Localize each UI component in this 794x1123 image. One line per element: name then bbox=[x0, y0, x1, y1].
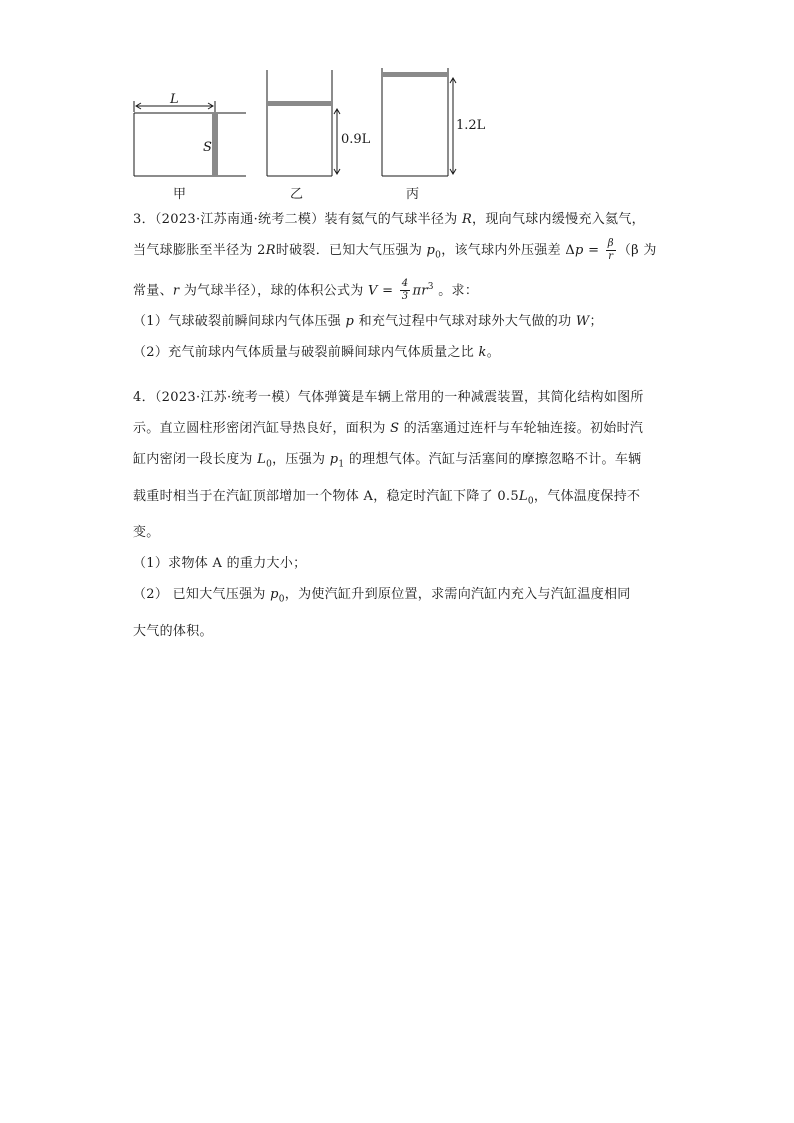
fraction-beta-over-r: $\frac{\beta}{r}$ bbox=[607, 238, 614, 262]
q4-sub-1: （1）求物体 A 的重力大小； bbox=[133, 556, 307, 572]
label-S: S bbox=[203, 140, 212, 155]
figure-cylinders bbox=[0, 0, 794, 210]
q4-line-5: 变。 bbox=[133, 525, 160, 541]
question-3 bbox=[133, 204, 663, 368]
cylinder-diagram bbox=[0, 0, 794, 210]
caption-jia: 甲 bbox=[173, 187, 187, 202]
q4-sub-2-cont: 大气的体积。 bbox=[133, 623, 213, 639]
piston-jia bbox=[212, 113, 218, 176]
q4-sub-2: （2） 已知大气压强为 $p_0$，为使汽缸升到原位置，求需向汽缸内充入与汽缸温度相同 bbox=[133, 587, 631, 605]
q4-line-4: 载重时相当于在汽缸顶部增加一个物体 A，稳定时汽缸下降了 $0.5L_0$，气体温度保持不 bbox=[133, 488, 641, 507]
q3-line-3: 常量、r 为气球半径），球的体积公式为 V = $\frac{4}{3}$ $\pi r^3$ 。求： bbox=[133, 277, 479, 302]
q3-line-1: 3．（2023·江苏南通·统考二模）装有氦气的气球半径为 R，现向气球内缓慢充入氦气， bbox=[133, 212, 645, 227]
fraction-4-over-3: $\frac{4}{3}$ bbox=[401, 277, 409, 302]
caption-bing: 丙 bbox=[406, 187, 420, 202]
q3-sub-2: （2）充气前球内气体质量与破裂前瞬间球内气体质量之比 k。 bbox=[133, 344, 501, 360]
q4-line-2: 示。直立圆柱形密闭汽缸导热良好，面积为 S 的活塞通过连杆与车轮轴连接。初始时汽 bbox=[133, 421, 644, 436]
cylinder-yi bbox=[267, 70, 340, 176]
caption-yi: 乙 bbox=[290, 187, 304, 202]
label-L: L bbox=[170, 92, 179, 107]
q3-sub-1: （1）气球破裂前瞬间球内气体压强 p 和充气过程中气球对球外大气做的功 W； bbox=[133, 313, 603, 329]
question-4 bbox=[133, 382, 663, 647]
q3-line-2: 当气球膨胀至半径为 2R时破裂．已知大气压强为 $p_0$，该气球内外压强差 Δp = $\frac{\beta}{r}$ （β 为 bbox=[133, 238, 657, 262]
piston-bing bbox=[382, 72, 448, 77]
cylinder-bing bbox=[382, 68, 456, 176]
q4-line-3: 缸内密闭一段长度为 $L_0$，压强为 $p_1$ 的理想气体。汽缸与活塞间的摩擦忽略不计。车辆 bbox=[133, 452, 642, 470]
piston-yi bbox=[267, 101, 332, 106]
label-1.2L: 1.2L bbox=[456, 118, 486, 133]
cylinder-jia bbox=[134, 101, 246, 176]
label-0.9L: 0.9L bbox=[341, 132, 371, 147]
q4-line-1: 4．（2023·江苏·统考一模）气体弹簧是车辆上常用的一种减震装置，其简化结构如图所 bbox=[133, 390, 644, 405]
